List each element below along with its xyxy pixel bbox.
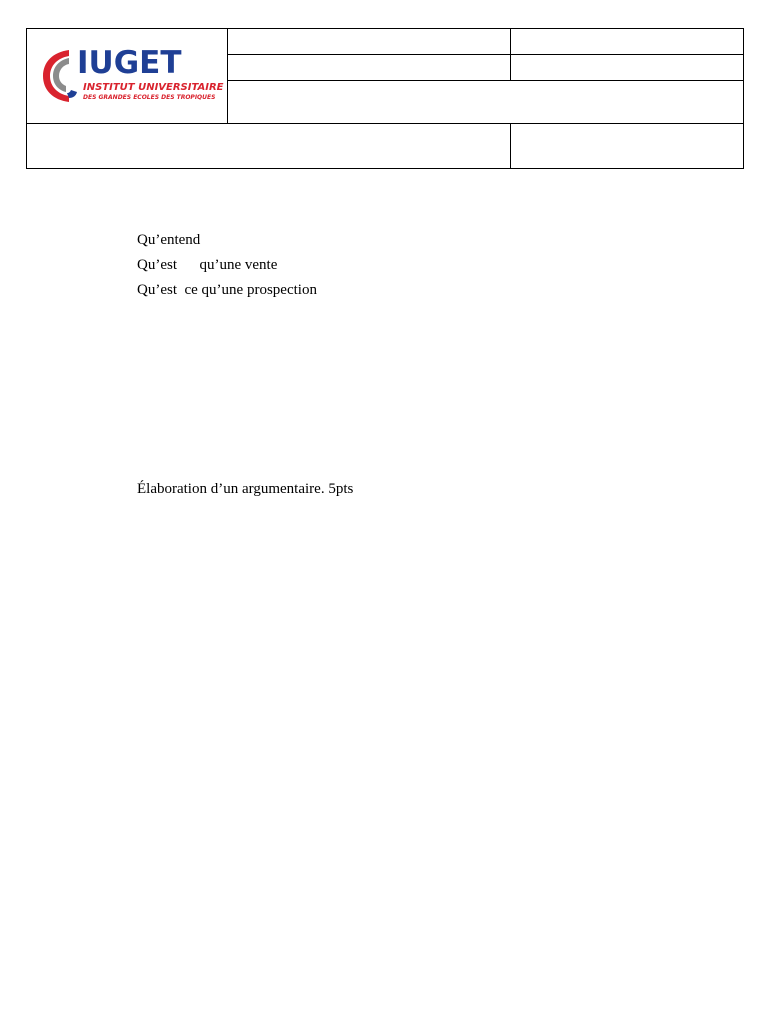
- header-cell-r1-right: [511, 29, 744, 55]
- logo-subtitle-line1: INSTITUT UNIVERSITAIRE: [83, 82, 224, 93]
- question-item: Qu’est ce qu’une prospection: [137, 282, 317, 298]
- iuget-emblem-icon: [39, 46, 79, 106]
- header-cell-r1-mid: [228, 29, 511, 55]
- iuget-logo: [39, 45, 224, 106]
- question-item: Qu’entend: [137, 232, 201, 248]
- header-cell-r2-mid: [228, 55, 511, 81]
- logo-wordmark: IUGET: [77, 45, 182, 81]
- header-cell-r4-left: [27, 124, 511, 169]
- exam-header-table: [26, 28, 744, 169]
- header-cell-r3-wide: [228, 81, 744, 124]
- question-item: Qu’est qu’une vente: [137, 257, 278, 273]
- section-title: Élaboration d’un argumentaire. 5pts: [137, 481, 354, 497]
- logo-subtitle-line2: DES GRANDES ECOLES DES TROPIQUES: [83, 94, 216, 101]
- header-cell-r4-right: [511, 124, 744, 169]
- header-cell-r2-right: [511, 55, 744, 81]
- questions-list: [137, 228, 317, 303]
- logo-cell: [27, 29, 228, 124]
